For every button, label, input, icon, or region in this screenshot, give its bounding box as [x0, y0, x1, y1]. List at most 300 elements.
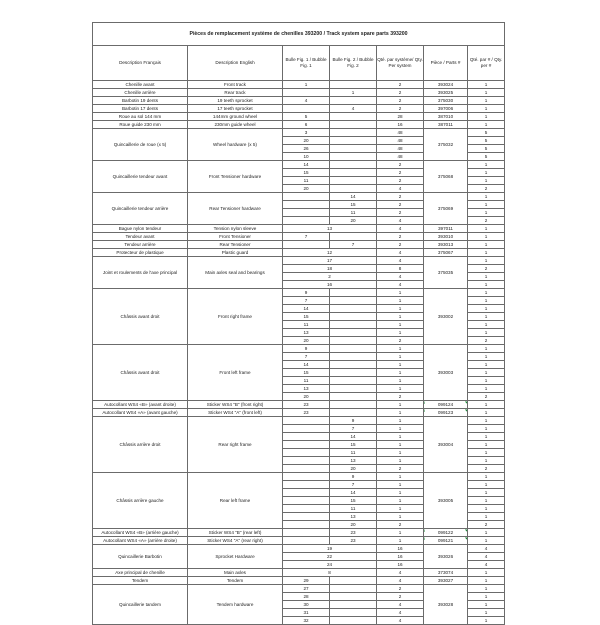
bubble-fig1-cell: 5	[283, 113, 330, 121]
qty-per-part-cell: 4	[468, 561, 505, 569]
table-row	[93, 97, 505, 105]
qty-per-part-cell: 1	[468, 513, 505, 521]
qty-per-part-cell: 1	[468, 121, 505, 129]
description-en: Rear right frame	[188, 417, 283, 473]
table-row	[93, 193, 505, 201]
bubble-fig2-cell	[330, 345, 377, 353]
qty-per-part-cell: 1	[468, 593, 505, 601]
qty-per-part-cell: 2	[468, 185, 505, 193]
table-row	[93, 577, 505, 585]
qty-per-system-cell: 2	[377, 193, 424, 201]
bubble-fig1-cell: 28	[283, 593, 330, 601]
table-row	[93, 161, 505, 169]
qty-per-system-cell: 1	[377, 313, 424, 321]
qty-per-system-cell: 2	[377, 585, 424, 593]
description-fr: Quincaillerie Barbotin	[93, 545, 188, 569]
bubble-fig1-cell: 26	[283, 145, 330, 153]
bubble-fig1-cell	[283, 513, 330, 521]
qty-per-part-cell: 1	[468, 449, 505, 457]
table-row	[93, 473, 505, 481]
description-fr: Châssis avant droit	[93, 289, 188, 345]
qty-per-part-cell: 1	[468, 97, 505, 105]
bubble-fig2-cell: 7	[330, 425, 377, 433]
qty-per-system-cell: 2	[377, 241, 424, 249]
qty-per-system-cell: 4	[377, 601, 424, 609]
description-fr: Quincaillerie tendeur arrière	[93, 193, 188, 225]
qty-per-part-cell: 1	[468, 369, 505, 377]
header-row	[93, 46, 505, 81]
qty-per-system-cell: 2	[377, 233, 424, 241]
bubble-fig-cell: 12	[283, 249, 377, 257]
part-number-cell: 375067	[424, 249, 468, 257]
qty-per-system-cell: 1	[377, 385, 424, 393]
bubble-fig2-cell	[330, 289, 377, 297]
description-fr: Barbotin 19 dents	[93, 97, 188, 105]
qty-per-part-cell: 1	[468, 225, 505, 233]
table-row	[93, 233, 505, 241]
bubble-fig1-cell: 11	[283, 321, 330, 329]
description-fr: Autocollant WS4 «B» (avant droite)	[93, 401, 188, 409]
part-number-cell: 393025	[424, 89, 468, 97]
qty-per-system-cell: 1	[377, 345, 424, 353]
bubble-fig2-cell: 13	[330, 457, 377, 465]
bubble-fig1-cell: 20	[283, 393, 330, 401]
description-en: Tendem hardware	[188, 585, 283, 625]
qty-per-system-cell: 2	[377, 521, 424, 529]
part-number-cell: 099122	[424, 529, 468, 537]
table-row	[93, 569, 505, 577]
bubble-fig2-cell	[330, 601, 377, 609]
description-fr: Autocollant WS4 «A» (avant gauche)	[93, 409, 188, 417]
qty-per-part-cell: 1	[468, 529, 505, 537]
bubble-fig2-cell	[330, 353, 377, 361]
table-row	[93, 225, 505, 233]
part-number-cell: 373074	[424, 569, 468, 577]
qty-per-system-cell: 4	[377, 249, 424, 257]
description-fr: Chenille arrière	[93, 89, 188, 97]
qty-per-part-cell: 2	[468, 265, 505, 273]
bubble-fig1-cell	[283, 425, 330, 433]
qty-per-part-cell: 5	[468, 129, 505, 137]
bubble-fig2-cell	[330, 137, 377, 145]
description-fr: Autocollant WS4 «B» (arrière gauche)	[93, 529, 188, 537]
bubble-fig1-cell: 15	[283, 369, 330, 377]
part-number-cell: 099124	[424, 401, 468, 409]
qty-per-part-cell: 2	[468, 393, 505, 401]
qty-per-part-cell: 1	[468, 241, 505, 249]
part-number-cell: 099123	[424, 409, 468, 417]
bubble-fig2-cell	[330, 585, 377, 593]
bubble-fig2-cell	[330, 313, 377, 321]
bubble-fig1-cell	[283, 217, 330, 225]
bubble-fig1-cell	[283, 489, 330, 497]
bubble-fig1-cell	[283, 241, 330, 249]
bubble-fig1-cell: 11	[283, 377, 330, 385]
description-en: Rear Tensioner hardware	[188, 193, 283, 225]
qty-per-part-cell: 1	[468, 409, 505, 417]
bubble-fig1-cell	[283, 209, 330, 217]
description-en: Wheel hardware (x 5)	[188, 129, 283, 161]
qty-per-system-cell: 2	[377, 593, 424, 601]
part-number-cell: 375035	[424, 257, 468, 289]
qty-per-part-cell: 1	[468, 473, 505, 481]
bubble-fig2-cell: 9	[330, 417, 377, 425]
qty-per-system-cell: 16	[377, 545, 424, 553]
bubble-fig2-cell	[330, 401, 377, 409]
qty-per-system-cell: 2	[377, 465, 424, 473]
bubble-fig2-cell	[330, 609, 377, 617]
qty-per-part-cell: 1	[468, 313, 505, 321]
part-number-cell: 393013	[424, 241, 468, 249]
qty-per-part-cell: 1	[468, 385, 505, 393]
qty-per-part-cell: 2	[468, 521, 505, 529]
qty-per-system-cell: 16	[377, 553, 424, 561]
bubble-fig1-cell: 9	[283, 345, 330, 353]
bubble-fig1-cell: 32	[283, 617, 330, 625]
table-row	[93, 529, 505, 537]
qty-per-part-cell: 1	[468, 497, 505, 505]
qty-per-system-cell: 48	[377, 153, 424, 161]
bubble-fig2-cell	[330, 361, 377, 369]
qty-per-system-cell: 48	[377, 137, 424, 145]
bubble-fig1-cell: 14	[283, 161, 330, 169]
bubble-fig2-cell: 14	[330, 433, 377, 441]
qty-per-system-cell: 1	[377, 353, 424, 361]
bubble-fig2-cell	[330, 593, 377, 601]
qty-per-part-cell: 1	[468, 401, 505, 409]
description-en: Front right frame	[188, 289, 283, 345]
bubble-fig2-cell	[330, 577, 377, 585]
description-fr: Protecteur de plastique	[93, 249, 188, 257]
qty-per-part-cell: 5	[468, 153, 505, 161]
qty-per-part-cell: 1	[468, 617, 505, 625]
qty-per-part-cell: 1	[468, 193, 505, 201]
qty-per-part-cell: 1	[468, 233, 505, 241]
table-row	[93, 409, 505, 417]
qty-per-system-cell: 2	[377, 161, 424, 169]
bubble-fig1-cell	[283, 497, 330, 505]
bubble-fig2-cell: 13	[330, 513, 377, 521]
qty-per-part-cell: 1	[468, 481, 505, 489]
bubble-fig2-cell: 11	[330, 209, 377, 217]
bubble-fig1-cell: 1	[283, 81, 330, 89]
qty-per-system-cell: 2	[377, 337, 424, 345]
qty-per-part-cell: 2	[468, 465, 505, 473]
qty-per-part-cell: 1	[468, 441, 505, 449]
bubble-fig2-cell	[330, 377, 377, 385]
table-row	[93, 289, 505, 297]
part-number-cell: 375068	[424, 161, 468, 193]
qty-per-system-cell: 1	[377, 297, 424, 305]
sheet-title: Pièces de remplacement système de chenilles 393200 / Track system spare parts 393200	[93, 23, 505, 46]
bubble-fig1-cell: 23	[283, 409, 330, 417]
table-row	[93, 121, 505, 129]
qty-per-system-cell: 1	[377, 369, 424, 377]
part-number-cell: 393002	[424, 289, 468, 345]
bubble-fig1-cell: 13	[283, 385, 330, 393]
qty-per-system-cell: 2	[377, 105, 424, 113]
table-row	[93, 345, 505, 353]
part-number-cell: 393010	[424, 233, 468, 241]
description-fr: Châssis arrière gauche	[93, 473, 188, 529]
description-fr: Quincaillerie tendeur avant	[93, 161, 188, 193]
bubble-fig2-cell: 20	[330, 521, 377, 529]
qty-per-part-cell: 5	[468, 137, 505, 145]
bubble-fig2-cell: 20	[330, 217, 377, 225]
bubble-fig2-cell: 14	[330, 489, 377, 497]
qty-per-part-cell: 1	[468, 569, 505, 577]
part-number-cell: 387010	[424, 113, 468, 121]
bubble-fig2-cell	[330, 169, 377, 177]
table-row	[93, 105, 505, 113]
qty-per-system-cell: 28	[377, 113, 424, 121]
bubble-fig2-cell	[330, 409, 377, 417]
bubble-fig2-cell	[330, 153, 377, 161]
qty-per-system-cell: 4	[377, 617, 424, 625]
bubble-fig2-cell: 15	[330, 201, 377, 209]
title-row	[93, 23, 505, 46]
table-row	[93, 257, 505, 265]
qty-per-part-cell: 1	[468, 209, 505, 217]
qty-per-part-cell: 1	[468, 113, 505, 121]
part-number-cell: 387011	[424, 121, 468, 129]
qty-per-system-cell: 48	[377, 145, 424, 153]
bubble-fig2-cell	[330, 233, 377, 241]
qty-per-part-cell: 1	[468, 281, 505, 289]
bubble-fig1-cell: 15	[283, 313, 330, 321]
table-row	[93, 401, 505, 409]
bubble-fig2-cell	[330, 321, 377, 329]
bubble-fig1-cell	[283, 537, 330, 545]
qty-per-part-cell: 1	[468, 329, 505, 337]
qty-per-system-cell: 4	[377, 185, 424, 193]
qty-per-part-cell: 2	[468, 217, 505, 225]
bubble-fig2-cell	[330, 329, 377, 337]
qty-per-part-cell: 1	[468, 273, 505, 281]
bubble-fig1-cell	[283, 201, 330, 209]
qty-per-part-cell: 2	[468, 337, 505, 345]
qty-per-part-cell: 4	[468, 545, 505, 553]
description-en: Front Tensioner	[188, 233, 283, 241]
bubble-fig2-cell	[330, 369, 377, 377]
part-number-cell: 375069	[424, 193, 468, 225]
qty-per-system-cell: 1	[377, 377, 424, 385]
qty-per-part-cell: 4	[468, 553, 505, 561]
qty-per-system-cell: 2	[377, 89, 424, 97]
qty-per-part-cell: 1	[468, 505, 505, 513]
qty-per-part-cell: 5	[468, 145, 505, 153]
header-desc-fr: Description Français	[93, 46, 188, 81]
bubble-fig2-cell: 11	[330, 449, 377, 457]
bubble-fig2-cell: 14	[330, 193, 377, 201]
qty-per-part-cell: 1	[468, 201, 505, 209]
qty-per-part-cell: 1	[468, 353, 505, 361]
bubble-fig2-cell: 23	[330, 529, 377, 537]
description-fr: Quincaillerie de roue (x 5)	[93, 129, 188, 161]
bubble-fig2-cell	[330, 113, 377, 121]
qty-per-system-cell: 1	[377, 497, 424, 505]
qty-per-system-cell: 1	[377, 441, 424, 449]
bubble-fig1-cell	[283, 465, 330, 473]
qty-per-system-cell: 1	[377, 289, 424, 297]
qty-per-part-cell: 1	[468, 89, 505, 97]
qty-per-system-cell: 1	[377, 529, 424, 537]
qty-per-part-cell: 1	[468, 489, 505, 497]
description-en: Rear Tensioner	[188, 241, 283, 249]
qty-per-part-cell: 1	[468, 249, 505, 257]
description-fr: Joint et roulements de l'axe principal	[93, 257, 188, 289]
description-fr: Roue au sol 144 mm	[93, 113, 188, 121]
bubble-fig1-cell	[283, 89, 330, 97]
qty-per-part-cell: 1	[468, 377, 505, 385]
part-number-cell: 393003	[424, 345, 468, 401]
bubble-fig2-cell	[330, 121, 377, 129]
qty-per-system-cell: 4	[377, 257, 424, 265]
part-number-cell: 397006	[424, 105, 468, 113]
bubble-fig1-cell	[283, 193, 330, 201]
qty-per-system-cell: 1	[377, 329, 424, 337]
table-row	[93, 129, 505, 137]
qty-per-system-cell: 1	[377, 481, 424, 489]
description-en: Front track	[188, 81, 283, 89]
qty-per-system-cell: 1	[377, 489, 424, 497]
qty-per-part-cell: 1	[468, 457, 505, 465]
qty-per-system-cell: 4	[377, 577, 424, 585]
bubble-fig2-cell	[330, 617, 377, 625]
description-fr: Barbotin 17 dents	[93, 105, 188, 113]
bubble-fig2-cell: 1	[330, 89, 377, 97]
bubble-fig2-cell: 15	[330, 497, 377, 505]
qty-per-system-cell: 16	[377, 121, 424, 129]
qty-per-system-cell: 1	[377, 433, 424, 441]
bubble-fig1-cell: 31	[283, 609, 330, 617]
bubble-fig2-cell: 7	[330, 481, 377, 489]
qty-per-part-cell: 1	[468, 321, 505, 329]
table-row	[93, 249, 505, 257]
qty-per-system-cell: 1	[377, 425, 424, 433]
description-en: Front left frame	[188, 345, 283, 401]
part-number-cell: 393026	[424, 545, 468, 569]
bubble-fig1-cell	[283, 505, 330, 513]
bubble-fig2-cell: 15	[330, 441, 377, 449]
bubble-fig1-cell	[283, 441, 330, 449]
bubble-fig-cell: 19	[283, 545, 377, 553]
bubble-fig2-cell: 9	[330, 473, 377, 481]
bubble-fig1-cell: 20	[283, 137, 330, 145]
qty-per-part-cell: 1	[468, 81, 505, 89]
qty-per-system-cell: 4	[377, 217, 424, 225]
part-number-cell: 393004	[424, 417, 468, 473]
bubble-fig2-cell	[330, 145, 377, 153]
description-en: Plastic guard	[188, 249, 283, 257]
qty-per-system-cell: 1	[377, 473, 424, 481]
qty-per-part-cell: 1	[468, 169, 505, 177]
qty-per-part-cell: 1	[468, 609, 505, 617]
qty-per-part-cell: 1	[468, 585, 505, 593]
description-en: Front Tensioner hardware	[188, 161, 283, 193]
bubble-fig2-cell	[330, 393, 377, 401]
table-row	[93, 537, 505, 545]
table-row	[93, 241, 505, 249]
bubble-fig1-cell: 11	[283, 177, 330, 185]
qty-per-system-cell: 1	[377, 361, 424, 369]
qty-per-system-cell: 8	[377, 265, 424, 273]
bubble-fig-cell: 2	[283, 273, 377, 281]
qty-per-system-cell: 1	[377, 513, 424, 521]
qty-per-system-cell: 16	[377, 561, 424, 569]
description-en: Sticker WS4 "B" (front right)	[188, 401, 283, 409]
part-number-cell: 397011	[424, 225, 468, 233]
parts-table-body	[93, 23, 505, 625]
qty-per-system-cell: 2	[377, 201, 424, 209]
bubble-fig1-cell	[283, 433, 330, 441]
bubble-fig-cell: 24	[283, 561, 377, 569]
bubble-fig-cell: 8	[283, 569, 377, 577]
bubble-fig2-cell	[330, 177, 377, 185]
bubble-fig2-cell	[330, 161, 377, 169]
bubble-fig1-cell: 30	[283, 601, 330, 609]
qty-per-part-cell: 1	[468, 361, 505, 369]
description-fr: Tendeur arrière	[93, 241, 188, 249]
description-en: Main axles seal and bearings	[188, 257, 283, 289]
bubble-fig2-cell: 23	[330, 537, 377, 545]
qty-per-system-cell: 1	[377, 409, 424, 417]
qty-per-system-cell: 4	[377, 273, 424, 281]
bubble-fig1-cell	[283, 521, 330, 529]
bubble-fig1-cell: 7	[283, 297, 330, 305]
qty-per-system-cell: 1	[377, 417, 424, 425]
description-en: Sticker WS4 "B" (rear left)	[188, 529, 283, 537]
bubble-fig2-cell: 4	[330, 105, 377, 113]
bubble-fig2-cell	[330, 305, 377, 313]
bubble-fig-cell: 16	[283, 281, 377, 289]
table-row	[93, 89, 505, 97]
qty-per-part-cell: 1	[468, 577, 505, 585]
header-qty-system: Qté. par système/ Qty. Per system	[377, 46, 424, 81]
qty-per-part-cell: 1	[468, 601, 505, 609]
qty-per-system-cell: 2	[377, 393, 424, 401]
qty-per-system-cell: 4	[377, 225, 424, 233]
qty-per-part-cell: 1	[468, 305, 505, 313]
qty-per-part-cell: 1	[468, 297, 505, 305]
qty-per-part-cell: 1	[468, 257, 505, 265]
description-en: Tendem	[188, 577, 283, 585]
bubble-fig1-cell: 7	[283, 353, 330, 361]
parts-sheet	[92, 22, 504, 625]
qty-per-system-cell: 1	[377, 537, 424, 545]
bubble-fig-cell: 13	[283, 225, 377, 233]
qty-per-system-cell: 4	[377, 569, 424, 577]
description-fr: Quincaillerie tandem	[93, 585, 188, 625]
bubble-fig1-cell: 14	[283, 361, 330, 369]
part-number-cell: 393027	[424, 577, 468, 585]
bubble-fig2-cell: 7	[330, 241, 377, 249]
qty-per-system-cell: 48	[377, 129, 424, 137]
bubble-fig2-cell	[330, 97, 377, 105]
part-number-cell: 393028	[424, 585, 468, 625]
description-en: Sticker WS4 "A" (rear right)	[188, 537, 283, 545]
qty-per-system-cell: 2	[377, 209, 424, 217]
qty-per-system-cell: 1	[377, 505, 424, 513]
bubble-fig1-cell: 6	[283, 121, 330, 129]
bubble-fig1-cell	[283, 449, 330, 457]
bubble-fig2-cell	[330, 297, 377, 305]
qty-per-part-cell: 1	[468, 537, 505, 545]
table-row	[93, 113, 505, 121]
table-row	[93, 585, 505, 593]
bubble-fig1-cell: 20	[283, 337, 330, 345]
description-fr: Châssis arrière droit	[93, 417, 188, 473]
